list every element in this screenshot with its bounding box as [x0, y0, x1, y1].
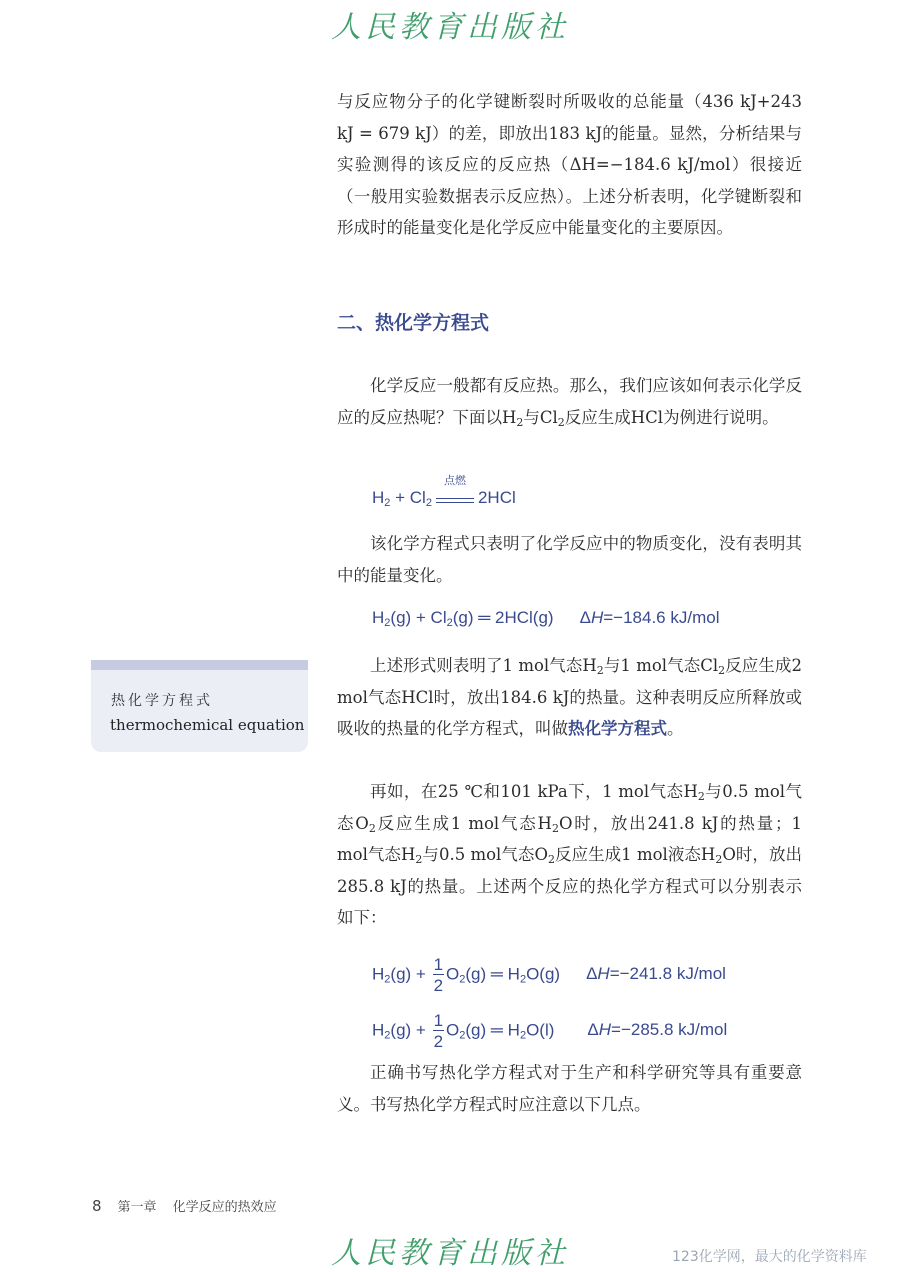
eq-term: O(l) [526, 1020, 555, 1040]
enthalpy-change [580, 608, 720, 627]
delta-symbol: Δ [579, 608, 591, 627]
text-fragment: 上述形式则表明了1 mol气态H [370, 656, 597, 675]
subscript: 2 [368, 821, 376, 835]
text-fragment: 与1 mol气态Cl [603, 656, 719, 675]
subscript: 2 [697, 790, 705, 803]
intro-paragraph: 与反应物分子的化学键断裂时所吸收的总能量（436 kJ+243 kJ = 679 kJ）的差，即放出183 kJ的能量。显然，分析结果与实验测得的该反应的反应热（ΔH=−184.6 kJ/mol）很接近（一般用实验数据表示反应热）。上述分析表明，化学键断裂和形成时的能量变化是化学反应中能量变化的主要原因。 [337, 92, 802, 238]
enthalpy-change [586, 964, 726, 983]
definition-paragraph [337, 650, 802, 745]
subscript: 2 [446, 617, 453, 629]
thermochemical-equation-hcl [372, 608, 719, 628]
example-paragraph [337, 776, 802, 934]
fraction [433, 956, 444, 994]
enthalpy-value: =−184.6 kJ/mol [603, 608, 720, 627]
subscript: 2 [415, 853, 423, 867]
subscript: 2 [551, 821, 559, 835]
question-paragraph [337, 370, 802, 433]
delta-symbol: Δ [587, 1020, 599, 1040]
subscript: 2 [557, 415, 565, 429]
fraction-numerator: 1 [433, 1011, 444, 1030]
publisher-logo-top: 人民教育出版社 [331, 10, 569, 45]
chapter-title: 化学反应的热效应 [172, 1200, 277, 1215]
eq-term: (g) ═ H [465, 964, 520, 984]
text-fragment: 反应生成2 mol气态HCl时，放出184.6 kJ的热量。这种表明反应所释放或吸收的热量的化学方程式，叫做 [337, 656, 802, 739]
subscript: 2 [715, 853, 723, 867]
eq-term: 2HCl [477, 488, 516, 507]
enthalpy-symbol: H [590, 608, 604, 627]
text-fragment: 反应生成1 mol气态H [375, 813, 552, 833]
text-fragment: 反应生成HCl为例进行说明。 [564, 407, 779, 427]
fraction [433, 1012, 444, 1050]
delta-symbol: Δ [586, 964, 598, 984]
section-heading: 二、热化学方程式 [337, 312, 490, 334]
chapter-label: 第一章 [117, 1200, 157, 1215]
double-line-icon [436, 498, 474, 503]
enthalpy-value: =−285.8 kJ/mol [611, 1020, 728, 1040]
key-term: 热化学方程式 [568, 719, 667, 739]
text-fragment: 化学反应一般都有反应热。那么，我们应该如何表示化学反应的反应热呢？下面以H [337, 376, 802, 427]
text-fragment: 与0.5 mol气态O [422, 845, 548, 865]
fraction-denominator: 2 [433, 976, 444, 995]
text-fragment: 再如，在25 ℃和101 kPa下，1 mol气态H [370, 782, 698, 801]
fraction-numerator: 1 [433, 955, 444, 974]
eq-term: O [446, 1020, 460, 1040]
eq-term: (g) ═ 2HCl(g) [452, 608, 554, 627]
enthalpy-change [587, 1020, 727, 1039]
enthalpy-symbol: H [597, 964, 610, 984]
eq-term: + Cl [390, 488, 426, 507]
margin-note-term-cn: 热化学方程式 [111, 693, 213, 709]
thermochemical-equation-water-liquid [372, 1012, 727, 1050]
eq-term: (g) ═ H [465, 1020, 520, 1040]
subscript: 2 [459, 973, 466, 986]
eq-term: H [372, 608, 385, 627]
publisher-logo-bottom: 人民教育出版社 [331, 1236, 569, 1271]
page-number: 8 [92, 1197, 102, 1215]
text-fragment: 与0.5 mol气态O [337, 782, 802, 833]
margin-note-box [91, 660, 308, 752]
subscript: 2 [596, 664, 604, 677]
eq-term: (g) + Cl [390, 608, 447, 627]
eq-term: H [372, 1020, 385, 1040]
subscript: 2 [384, 497, 391, 509]
eq-term: O(g) [526, 964, 561, 984]
eq-term: (g) + [390, 1020, 431, 1040]
eq-term: O [446, 964, 460, 984]
subscript: 2 [425, 497, 432, 509]
closing-paragraph: 正确书写热化学方程式对于生产和科学研究等具有重要意义。书写热化学方程式时应注意以下几点。 [337, 1063, 802, 1114]
subscript: 2 [384, 617, 391, 629]
site-watermark: 123化学网，最大的化学资料库 [672, 1249, 867, 1265]
eq-term: H [372, 964, 385, 984]
margin-note-bar [91, 660, 308, 670]
text-fragment: O时，放出241.8 kJ的热量；1 mol气态H [337, 813, 802, 865]
fraction-denominator: 2 [433, 1032, 444, 1051]
subscript: 2 [547, 853, 555, 867]
reaction-condition: 点燃 [443, 474, 466, 488]
subscript: 2 [519, 1029, 527, 1042]
thermochemical-equation-water-gas [372, 956, 726, 994]
plain-equation-explanation: 该化学方程式只表明了化学反应中的物质变化，没有表明其中的能量变化。 [337, 534, 802, 585]
text-fragment: 与Cl [523, 407, 558, 427]
subscript: 2 [516, 415, 524, 429]
subscript: 2 [459, 1029, 466, 1042]
eq-term: H [372, 488, 385, 507]
enthalpy-symbol: H [598, 1020, 612, 1040]
text-fragment: 。 [667, 719, 684, 739]
subscript: 2 [519, 973, 527, 986]
equation-combustion [372, 474, 516, 509]
eq-term: (g) + [390, 964, 431, 984]
page-footer [92, 1196, 277, 1215]
text-fragment: O时，放出285.8 kJ的热量。上述两个反应的热化学方程式可以分别表示如下： [337, 845, 803, 928]
subscript: 2 [384, 1029, 391, 1042]
enthalpy-value: =−241.8 kJ/mol [609, 964, 726, 984]
subscript: 2 [718, 664, 726, 677]
margin-note-term-en: thermochemical equation [110, 716, 305, 734]
text-fragment: 反应生成1 mol液态H [554, 845, 716, 865]
condition-equals-sign [436, 474, 474, 503]
subscript: 2 [384, 973, 391, 986]
